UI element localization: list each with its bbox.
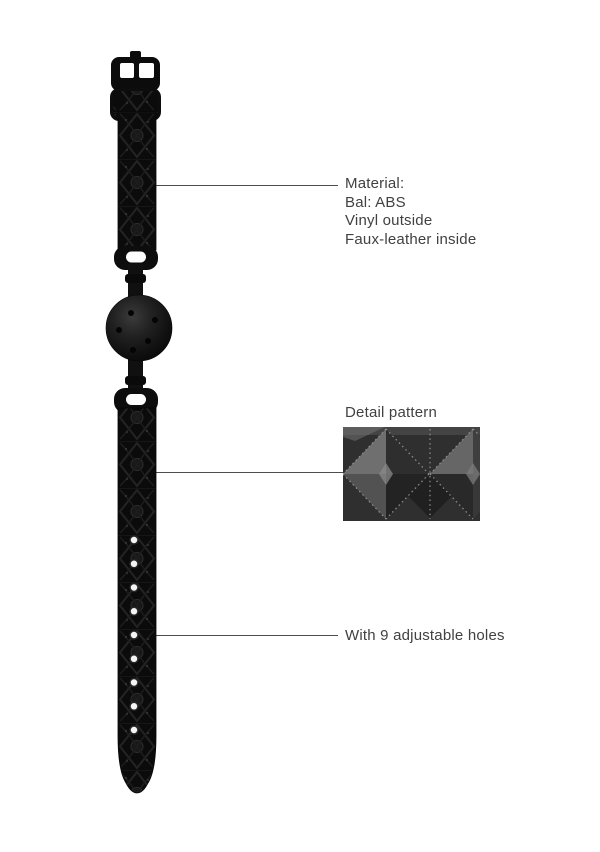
material-label bbox=[345, 175, 476, 249]
detail-pattern-label: Detail pattern bbox=[345, 404, 438, 421]
material-line-4: Faux-leather inside bbox=[345, 230, 477, 248]
material-line-2: Bal: ABS bbox=[345, 193, 406, 211]
strap-hole bbox=[130, 702, 138, 710]
strap-hole bbox=[130, 679, 138, 687]
strap-hole bbox=[130, 607, 138, 615]
bottom-d-ring-opening bbox=[126, 394, 146, 405]
strap-hole bbox=[130, 584, 138, 592]
detail-pattern-image bbox=[343, 427, 480, 521]
strap-hole bbox=[130, 655, 138, 663]
buckle-window-left bbox=[120, 63, 134, 78]
gag-ball bbox=[106, 295, 172, 361]
upper-strap bbox=[118, 112, 156, 250]
strap-hole bbox=[130, 631, 138, 639]
top-d-ring-opening bbox=[126, 252, 146, 263]
strap-hole bbox=[130, 726, 138, 734]
material-line-3: Vinyl outside bbox=[345, 212, 433, 229]
buckle-window-right bbox=[139, 63, 154, 78]
material-line-1: Material: bbox=[345, 175, 405, 192]
buckle bbox=[111, 51, 160, 91]
adjustment-holes bbox=[130, 536, 138, 734]
strap-hole bbox=[130, 560, 138, 568]
adjustable-holes-label: With 9 adjustable holes bbox=[345, 627, 505, 644]
strap-hole bbox=[130, 536, 138, 544]
lower-strap bbox=[118, 408, 156, 793]
